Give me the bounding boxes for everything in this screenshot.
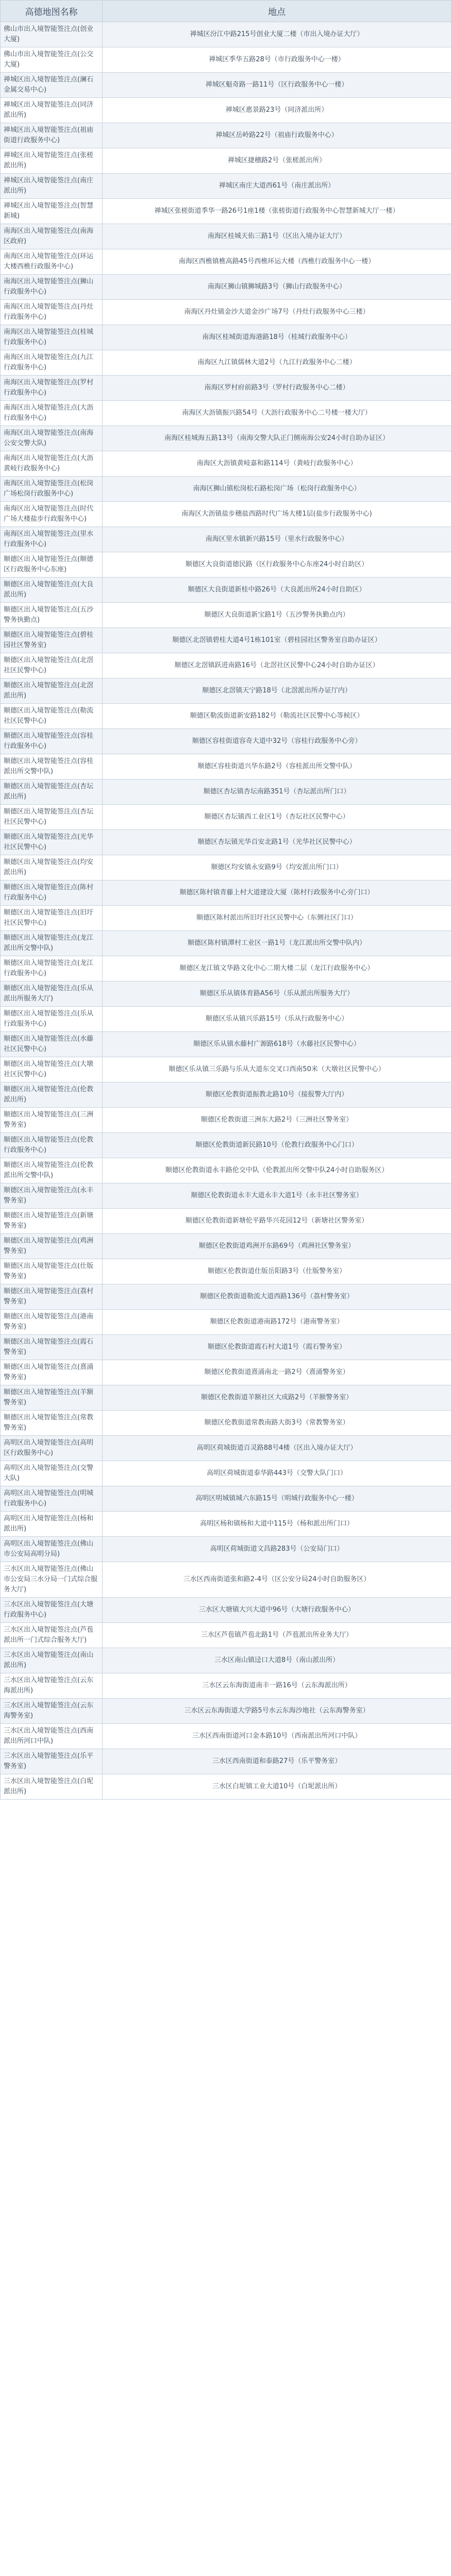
- cell-location: 顺德区伦教街道三洲东大路2号（三洲社区警务室）: [103, 1108, 451, 1133]
- cell-map-name: 顺德区出入境智能签注点(龙江行政服务中心): [1, 956, 103, 981]
- table-row: [1, 1183, 451, 1209]
- table-row: [1, 981, 451, 1007]
- cell-location: 禅城区季华五路28号（市行政服务中心一楼）: [103, 47, 451, 73]
- cell-map-name: 顺德区出入境智能签注点(永丰警务室): [1, 1183, 103, 1209]
- cell-location: 顺德区伦教街道港南路172号（港南警务室）: [103, 1310, 451, 1335]
- cell-location: 南海区狮山镇松岗松石路松岗广场（松岗行政服务中心）: [103, 477, 451, 502]
- cell-location: 顺德区伦教街道新塘伦平路华兴花园12号（新塘社区警务室）: [103, 1209, 451, 1234]
- table-row: [1, 1562, 451, 1598]
- cell-map-name: 顺德区出入境智能签注点(旧圩社区民警中心): [1, 906, 103, 931]
- table-row: [1, 275, 451, 300]
- cell-map-name: 三水区出入境智能签注点(白坭派出所): [1, 1774, 103, 1800]
- table-row: [1, 1234, 451, 1259]
- table-row: [1, 300, 451, 325]
- cell-location: 顺德区伦教街道羊额社区大成路2号（羊额警务室）: [103, 1385, 451, 1411]
- cell-map-name: 顺德区出入境智能签注点(北滘社区民警中心): [1, 653, 103, 679]
- cell-location: 南海区桂城海五路13号（南海交警大队正门侧南海公安24小时自助办证区）: [103, 426, 451, 451]
- table-row: [1, 123, 451, 148]
- table-row: [1, 1158, 451, 1183]
- cell-map-name: 顺德区出入境智能签注点(熹涌警务室): [1, 1360, 103, 1385]
- cell-map-name: 南海区出入境智能签注点(松岗广场松岗行政服务中心): [1, 477, 103, 502]
- cell-map-name: 三水区出入境智能签注点(佛山市公安局三水分局一门式综合服务大厅): [1, 1562, 103, 1598]
- cell-location: 高明区荷城街道泰华路443号（交警大队门口）: [103, 1461, 451, 1486]
- cell-location: 三水区西南街道河口金本路10号（西南派出所河口中队）: [103, 1724, 451, 1749]
- cell-location: 禅城区南庄大道西61号（南庄派出所）: [103, 174, 451, 199]
- cell-location: 顺德区乐从镇体育路A56号（乐从派出所服务大厅）: [103, 981, 451, 1007]
- table-row: [1, 1724, 451, 1749]
- cell-map-name: 高明区出入境智能签注点(高明区行政服务中心): [1, 1436, 103, 1461]
- table-row: [1, 451, 451, 477]
- cell-map-name: 南海区出入境智能签注点(桂城行政服务中心): [1, 325, 103, 350]
- cell-location: 三水区芦苞镇芦苞北路1号（芦苞派出所业务大厅）: [103, 1623, 451, 1648]
- cell-location: 禅城区汾江中路215号创业大厦二楼（市出入境办证大厅）: [103, 22, 451, 47]
- table-row: [1, 1108, 451, 1133]
- cell-location: 顺德区均安镇永安路9号（均安派出所门口）: [103, 855, 451, 880]
- cell-map-name: 高明区出入境智能签注点(杨和派出所): [1, 1512, 103, 1537]
- table-row: [1, 47, 451, 73]
- table-row: [1, 98, 451, 123]
- cell-location: 顺德区伦教街道勒流大道西路136号（荔村警务室）: [103, 1284, 451, 1310]
- table-row: [1, 653, 451, 679]
- cell-location: 顺德区伦教街道永丰路伦交中队（伦教派出所交警中队24小时自助服务区）: [103, 1158, 451, 1183]
- table-row: [1, 1648, 451, 1673]
- table-row: [1, 22, 451, 47]
- table-row: [1, 1335, 451, 1360]
- cell-location: 顺德区伦教街道新民路10号（伦教行政服务中心门口）: [103, 1133, 451, 1158]
- table-row: [1, 174, 451, 199]
- cell-map-name: 顺德区出入境智能签注点(新塘警务室): [1, 1209, 103, 1234]
- table-row: [1, 679, 451, 704]
- cell-map-name: 南海区出入境智能签注点(里水行政服务中心): [1, 527, 103, 552]
- table-row: [1, 249, 451, 275]
- table-row: [1, 148, 451, 174]
- cell-location: 南海区里水镇新兴路15号（里水行政服务中心）: [103, 527, 451, 552]
- cell-map-name: 三水区出入境智能签注点(乐平警务室): [1, 1749, 103, 1774]
- table-body: [1, 22, 451, 1800]
- cell-location: 顺德区陈村镇潭村工业区一路1号（龙江派出所交警中队内）: [103, 931, 451, 956]
- cell-map-name: 顺德区出入境智能签注点(顺德区行政服务中心东座): [1, 552, 103, 578]
- cell-map-name: 顺德区出入境智能签注点(伦教派出所): [1, 1082, 103, 1108]
- cell-map-name: 顺德区出入境智能签注点(容桂行政服务中心): [1, 729, 103, 754]
- cell-map-name: 南海区出入境智能签注点(大沥黄岐行政服务中心): [1, 451, 103, 477]
- cell-map-name: 顺德区出入境智能签注点(仕版警务室): [1, 1259, 103, 1284]
- cell-map-name: 南海区出入境智能签注点(狮山行政服务中心): [1, 275, 103, 300]
- header-location: 地点: [103, 1, 451, 22]
- table-row: [1, 325, 451, 350]
- cell-map-name: 顺德区出入境智能签注点(乐从派出所服务大厅): [1, 981, 103, 1007]
- cell-map-name: 顺德区出入境智能签注点(伦教派出所交警中队): [1, 1158, 103, 1183]
- cell-location: 高明区杨和镇杨和大道中115号（杨和派出所门口）: [103, 1512, 451, 1537]
- table-row: [1, 880, 451, 906]
- cell-map-name: 高明区出入境智能签注点(交警大队): [1, 1461, 103, 1486]
- table-row: [1, 628, 451, 653]
- cell-location: 顺德区北滘镇碧桂大道4号1栋101室（碧桂园社区警务室自助办证区）: [103, 628, 451, 653]
- table-row: [1, 578, 451, 603]
- cell-location: 南海区桂城街道海港路18号（桂城行政服务中心）: [103, 325, 451, 350]
- cell-location: 南海区大沥镇振兴路54号（大沥行政服务中心二号楼一楼大厅）: [103, 401, 451, 426]
- cell-location: 顺德区乐从镇水藤村广源路618号（水藤社区民警中心）: [103, 1032, 451, 1057]
- cell-map-name: 高明区出入境智能签注点(佛山市公安局高明分局): [1, 1537, 103, 1562]
- table-row: [1, 1133, 451, 1158]
- table-row: [1, 704, 451, 729]
- cell-map-name: 三水区出入境智能签注点(西南派出所河口中队): [1, 1724, 103, 1749]
- cell-map-name: 三水区出入境智能签注点(云东海派出所): [1, 1673, 103, 1699]
- cell-map-name: 顺德区出入境智能签注点(大良派出所): [1, 578, 103, 603]
- table-row: [1, 224, 451, 249]
- cell-location: 顺德区陈村镇青藤上村大道建设大厦（陈村行政服务中心旁门口）: [103, 880, 451, 906]
- cell-location: 高明区荷城街道文昌路283号（公安局门口）: [103, 1537, 451, 1562]
- table-row: [1, 1360, 451, 1385]
- table-row: [1, 779, 451, 805]
- cell-location: 顺德区杏坛镇西工业区1号（杏坛社区民警中心）: [103, 805, 451, 830]
- cell-location: 顺德区杏坛镇杏坛南路351号（杏坛派出所门口）: [103, 779, 451, 805]
- table-row: [1, 729, 451, 754]
- cell-map-name: 顺德区出入境智能签注点(霞石警务室): [1, 1335, 103, 1360]
- cell-location: 高明区明城镇城六东路15号（明城行政服务中心一楼）: [103, 1486, 451, 1512]
- table-row: [1, 1461, 451, 1486]
- table-header-row: [1, 1, 451, 22]
- cell-map-name: 顺德区出入境智能签注点(三洲警务室): [1, 1108, 103, 1133]
- cell-location: 顺德区杏坛镇光华百安北路1号（光华社区民警中心）: [103, 830, 451, 855]
- cell-location: 顺德区乐从镇兴乐路15号（乐从行政服务中心）: [103, 1007, 451, 1032]
- cell-map-name: 禅城区出入境智能签注点(智慧新城): [1, 199, 103, 224]
- cell-location: 禅城区捷穗路2号（张槎派出所）: [103, 148, 451, 174]
- cell-map-name: 顺德区出入境智能签注点(勒流社区民警中心): [1, 704, 103, 729]
- table-row: [1, 1259, 451, 1284]
- cell-map-name: 佛山市出入境智能签注点(公交大厦): [1, 47, 103, 73]
- cell-map-name: 顺德区出入境智能签注点(乐从行政服务中心): [1, 1007, 103, 1032]
- table-row: [1, 1411, 451, 1436]
- cell-map-name: 南海区出入境智能签注点(罗村行政服务中心): [1, 376, 103, 401]
- cell-map-name: 顺德区出入境智能签注点(杏坛派出所): [1, 779, 103, 805]
- table-row: [1, 1699, 451, 1724]
- cell-location: 三水区大塘镇大兴大道中96号（大塘行政服务中心）: [103, 1598, 451, 1623]
- cell-location: 顺德区龙江镇文华路文化中心二期大楼二层（龙江行政服务中心）: [103, 956, 451, 981]
- cell-map-name: 顺德区出入境智能签注点(容桂派出所交警中队): [1, 754, 103, 779]
- cell-map-name: 禅城区出入境智能签注点(张槎派出所): [1, 148, 103, 174]
- cell-location: 高明区荷城街道百灵路88号4楼（区出入境办证大厅）: [103, 1436, 451, 1461]
- cell-map-name: 顺德区出入境智能签注点(北滘派出所): [1, 679, 103, 704]
- cell-location: 南海区西樵镇樵高路45号西樵环运大楼（西樵行政服务中心一楼）: [103, 249, 451, 275]
- table-row: [1, 426, 451, 451]
- cell-location: 南海区丹灶镇金沙大道金沙广场7号（丹灶行政服务中心三楼）: [103, 300, 451, 325]
- cell-location: 三水区白坭镇工业大道10号（白坭派出所）: [103, 1774, 451, 1800]
- table-row: [1, 1032, 451, 1057]
- cell-location: 南海区狮山镇狮城路3号（狮山行政服务中心）: [103, 275, 451, 300]
- cell-map-name: 顺德区出入境智能签注点(龙江派出所交警中队): [1, 931, 103, 956]
- cell-map-name: 禅城区出入境智能签注点(南庄派出所): [1, 174, 103, 199]
- cell-map-name: 南海区出入境智能签注点(丹灶行政服务中心): [1, 300, 103, 325]
- cell-location: 三水区西南街道和泰路27号（乐平警务室）: [103, 1749, 451, 1774]
- cell-map-name: 南海区出入境智能签注点(南海区政府): [1, 224, 103, 249]
- table-row: [1, 1385, 451, 1411]
- table-row: [1, 350, 451, 376]
- table-row: [1, 1436, 451, 1461]
- cell-location: 顺德区容桂街道容奇大道中32号（容桂行政服务中心旁）: [103, 729, 451, 754]
- table-row: [1, 1209, 451, 1234]
- table-row: [1, 1774, 451, 1800]
- cell-location: 顺德区陈村派出所旧圩社区民警中心（东侧社区门口）: [103, 906, 451, 931]
- cell-map-name: 顺德区出入境智能签注点(水藤社区民警中心): [1, 1032, 103, 1057]
- table-row: [1, 1284, 451, 1310]
- table-row: [1, 199, 451, 224]
- cell-map-name: 三水区出入境智能签注点(大塘行政服务中心): [1, 1598, 103, 1623]
- cell-map-name: 佛山市出入境智能签注点(创业大厦): [1, 22, 103, 47]
- table-row: [1, 1598, 451, 1623]
- cell-map-name: 禅城区出入境智能签注点(同济派出所): [1, 98, 103, 123]
- cell-location: 顺德区伦教街道鸡洲开东路69号（鸡洲社区警务室）: [103, 1234, 451, 1259]
- cell-map-name: 顺德区出入境智能签注点(光华社区民警中心): [1, 830, 103, 855]
- cell-location: 顺德区伦教街道仕版岳阳路3号（仕版警务室）: [103, 1259, 451, 1284]
- header-map-name: 高德地图名称: [1, 1, 103, 22]
- cell-location: 顺德区勒流街道新安路182号（勒流社区民警中心等候区）: [103, 704, 451, 729]
- table-row: [1, 1512, 451, 1537]
- cell-location: 顺德区大良街道新宝路1号（五沙警务执勤点内）: [103, 603, 451, 628]
- cell-map-name: 南海区出入境智能签注点(南海公安交警大队): [1, 426, 103, 451]
- cell-map-name: 顺德区出入境智能签注点(伦教行政服务中心): [1, 1133, 103, 1158]
- table-row: [1, 1486, 451, 1512]
- table-row: [1, 1310, 451, 1335]
- cell-location: 三水区云东海街道南丰一路16号（云东海派出所）: [103, 1673, 451, 1699]
- cell-location: 三水区南山镇迳口大道8号（南山派出所）: [103, 1648, 451, 1673]
- cell-location: 禅城区张槎街道季华一路26号1座1楼（张槎街道行政服务中心智慧新城大厅一楼）: [103, 199, 451, 224]
- cell-map-name: 顺德区出入境智能签注点(羊额警务室): [1, 1385, 103, 1411]
- cell-location: 三水区西南街道张和路2-4号（区公安分局24小时自助服务区）: [103, 1562, 451, 1598]
- table-row: [1, 1082, 451, 1108]
- cell-map-name: 顺德区出入境智能签注点(陈村行政服务中心): [1, 880, 103, 906]
- cell-location: 禅城区魁奇路一路11号（区行政服务中心一楼）: [103, 73, 451, 98]
- cell-map-name: 三水区出入境智能签注点(南山派出所): [1, 1648, 103, 1673]
- cell-map-name: 顺德区出入境智能签注点(均安派出所): [1, 855, 103, 880]
- table-row: [1, 855, 451, 880]
- cell-location: 南海区大沥镇盐步穗盐西路时代广场大楼1层(盐步行政服务中心): [103, 502, 451, 527]
- cell-map-name: 高明区出入境智能签注点(明城行政服务中心): [1, 1486, 103, 1512]
- cell-location: 南海区罗村府前路3号（罗村行政服务中心二楼）: [103, 376, 451, 401]
- table-row: [1, 1623, 451, 1648]
- cell-map-name: 三水区出入境智能签注点(云东海警务室): [1, 1699, 103, 1724]
- cell-map-name: 顺德区出入境智能签注点(鸡洲警务室): [1, 1234, 103, 1259]
- cell-map-name: 南海区出入境智能签注点(时代广场大楼盐步行政服务中心): [1, 502, 103, 527]
- table-row: [1, 1749, 451, 1774]
- cell-location: 禅城区惠景路23号（同济派出所）: [103, 98, 451, 123]
- cell-map-name: 顺德区出入境智能签注点(大墩社区民警中心): [1, 1057, 103, 1082]
- cell-map-name: 南海区出入境智能签注点(九江行政服务中心): [1, 350, 103, 376]
- table-row: [1, 1007, 451, 1032]
- cell-map-name: 顺德区出入境智能签注点(碧桂园社区警务室): [1, 628, 103, 653]
- cell-location: 顺德区伦教街道熹涌南北一路2号（熹涌警务室）: [103, 1360, 451, 1385]
- cell-map-name: 顺德区出入境智能签注点(杏坛社区民警中心): [1, 805, 103, 830]
- cell-map-name: 南海区出入境智能签注点(大沥行政服务中心): [1, 401, 103, 426]
- cell-map-name: 三水区出入境智能签注点(芦苞派出所一门式综合服务大厅): [1, 1623, 103, 1648]
- table-row: [1, 931, 451, 956]
- table-row: [1, 401, 451, 426]
- cell-location: 南海区桂城天佑三路1号（区出入境办证大厅）: [103, 224, 451, 249]
- table-row: [1, 477, 451, 502]
- cell-location: 顺德区乐从镇三乐路与乐从大道东交叉口西南50米（大墩社区民警中心）: [103, 1057, 451, 1082]
- table-row: [1, 906, 451, 931]
- cell-location: 南海区大沥镇黄岐嘉和路114号（黄岐行政服务中心）: [103, 451, 451, 477]
- cell-location: 顺德区伦教街道永丰大道永丰大道1号（永丰社区警务室）: [103, 1183, 451, 1209]
- cell-location: 顺德区北滘镇天宁路18号（北滘派出所办证厅内）: [103, 679, 451, 704]
- cell-location: 顺德区伦教街道常教南路大街3号（常教警务室）: [103, 1411, 451, 1436]
- table-row: [1, 1673, 451, 1699]
- table-row: [1, 805, 451, 830]
- cell-location: 顺德区大良街道德民路（区行政服务中心东座24小时自助区）: [103, 552, 451, 578]
- cell-map-name: 顺德区出入境智能签注点(荔村警务室): [1, 1284, 103, 1310]
- table-row: [1, 830, 451, 855]
- cell-map-name: 顺德区出入境智能签注点(港南警务室): [1, 1310, 103, 1335]
- table-row: [1, 754, 451, 779]
- cell-location: 顺德区伦教街道振教北路10号（接报警大厅内）: [103, 1082, 451, 1108]
- cell-location: 顺德区北滘镇跃进南路16号（北滘社区民警中心24小时自助办证区）: [103, 653, 451, 679]
- table-row: [1, 1537, 451, 1562]
- table-row: [1, 603, 451, 628]
- cell-location: 顺德区伦教街道霞石村大道1号（霞石警务室）: [103, 1335, 451, 1360]
- cell-location: 三水区云东海街道大学路5号水云东海沙地社（云东海警务室）: [103, 1699, 451, 1724]
- cell-map-name: 顺德区出入境智能签注点(常教警务室): [1, 1411, 103, 1436]
- cell-map-name: 南海区出入境智能签注点(环运大楼西樵行政服务中心): [1, 249, 103, 275]
- cell-map-name: 顺德区出入境智能签注点(五沙警务执勤点): [1, 603, 103, 628]
- cell-location: 南海区九江镇儒林大道2号（九江行政服务中心二楼）: [103, 350, 451, 376]
- cell-map-name: 禅城区出入境智能签注点(澜石金属交易中心): [1, 73, 103, 98]
- table-row: [1, 1057, 451, 1082]
- table-row: [1, 502, 451, 527]
- table-row: [1, 376, 451, 401]
- table-row: [1, 73, 451, 98]
- cell-location: 顺德区大良街道新桂中路26号（大良派出所24小时自助区）: [103, 578, 451, 603]
- table-row: [1, 956, 451, 981]
- table-row: [1, 552, 451, 578]
- cell-map-name: 禅城区出入境智能签注点(祖庙街道行政服务中心): [1, 123, 103, 148]
- cell-location: 顺德区容桂街道兴华东路2号（容桂派出所交警中队）: [103, 754, 451, 779]
- cell-location: 禅城区岳岭路22号（祖庙行政服务中心）: [103, 123, 451, 148]
- table-row: [1, 527, 451, 552]
